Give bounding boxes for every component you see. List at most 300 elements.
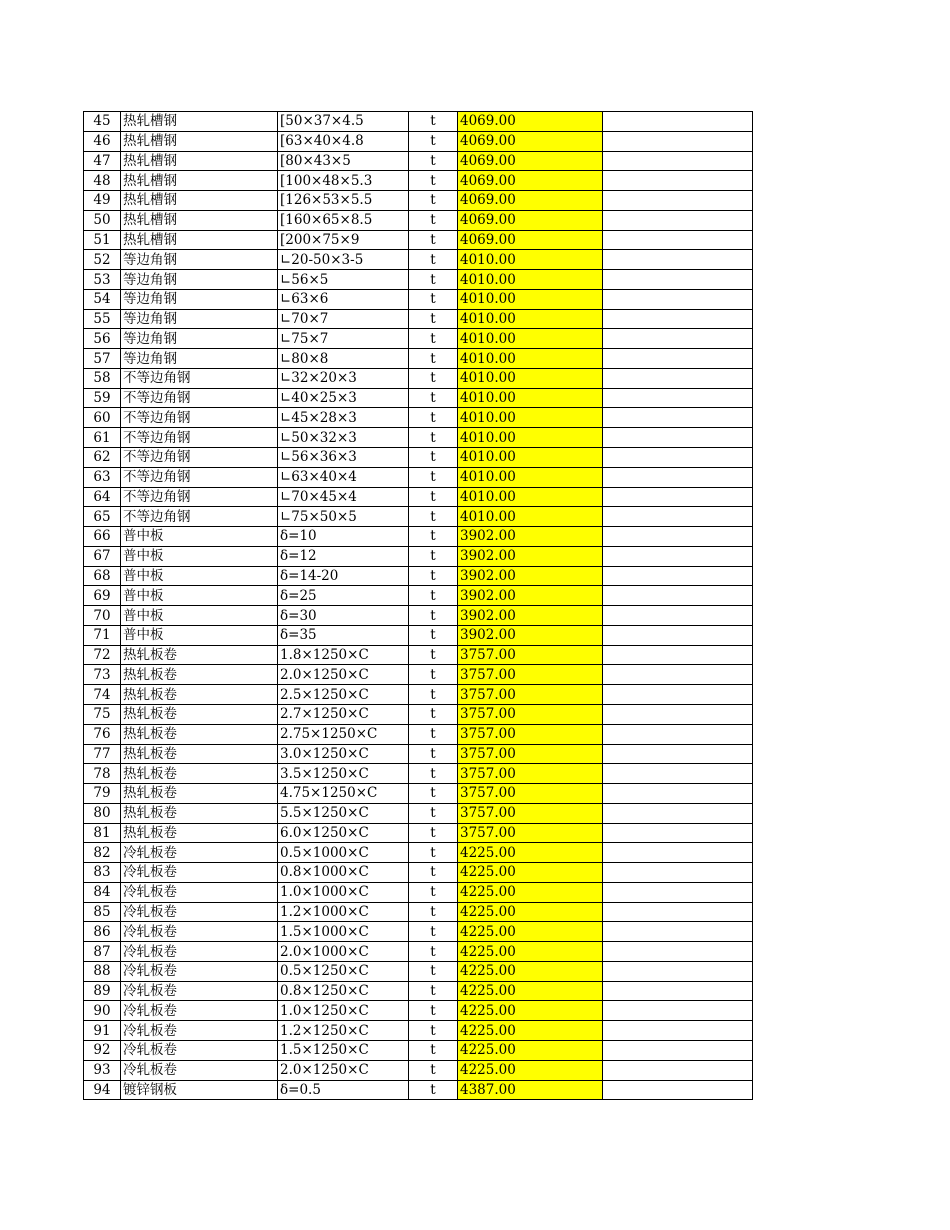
row-number-cell[interactable]: 86 xyxy=(84,922,121,942)
price-cell[interactable]: 4225.00 xyxy=(458,902,603,922)
row-number-cell[interactable]: 54 xyxy=(84,289,121,309)
material-name-cell[interactable]: 不等边角钢 xyxy=(121,428,278,448)
unit-cell[interactable]: t xyxy=(409,685,458,705)
material-name-cell[interactable]: 热轧板卷 xyxy=(121,685,278,705)
spec-cell[interactable]: 1.8×1250×C xyxy=(278,645,409,665)
row-number-cell[interactable]: 56 xyxy=(84,329,121,349)
spec-cell[interactable]: δ=35 xyxy=(278,625,409,645)
unit-cell[interactable]: t xyxy=(409,250,458,270)
price-cell[interactable]: 4225.00 xyxy=(458,942,603,962)
note-cell[interactable] xyxy=(603,448,753,468)
material-name-cell[interactable]: 不等边角钢 xyxy=(121,448,278,468)
note-cell[interactable] xyxy=(603,566,753,586)
note-cell[interactable] xyxy=(603,784,753,804)
material-name-cell[interactable]: 不等边角钢 xyxy=(121,467,278,487)
spec-cell[interactable]: 6.0×1250×C xyxy=(278,823,409,843)
price-cell[interactable]: 4069.00 xyxy=(458,171,603,191)
spec-cell[interactable]: 1.0×1000×C xyxy=(278,882,409,902)
material-name-cell[interactable]: 热轧槽钢 xyxy=(121,151,278,171)
material-name-cell[interactable]: 冷轧板卷 xyxy=(121,942,278,962)
material-name-cell[interactable]: 等边角钢 xyxy=(121,250,278,270)
price-cell[interactable]: 4010.00 xyxy=(458,309,603,329)
material-name-cell[interactable]: 热轧槽钢 xyxy=(121,131,278,151)
unit-cell[interactable]: t xyxy=(409,566,458,586)
row-number-cell[interactable]: 76 xyxy=(84,724,121,744)
spec-cell[interactable]: 2.0×1000×C xyxy=(278,942,409,962)
spec-cell[interactable]: 2.75×1250×C xyxy=(278,724,409,744)
note-cell[interactable] xyxy=(603,309,753,329)
material-name-cell[interactable]: 不等边角钢 xyxy=(121,388,278,408)
spec-cell[interactable]: 2.0×1250×C xyxy=(278,665,409,685)
price-cell[interactable]: 3757.00 xyxy=(458,685,603,705)
unit-cell[interactable]: t xyxy=(409,1040,458,1060)
note-cell[interactable] xyxy=(603,507,753,527)
note-cell[interactable] xyxy=(603,665,753,685)
note-cell[interactable] xyxy=(603,586,753,606)
material-name-cell[interactable]: 普中板 xyxy=(121,606,278,626)
price-cell[interactable]: 3757.00 xyxy=(458,803,603,823)
row-number-cell[interactable]: 66 xyxy=(84,527,121,547)
price-cell[interactable]: 4387.00 xyxy=(458,1080,603,1100)
price-cell[interactable]: 3757.00 xyxy=(458,724,603,744)
note-cell[interactable] xyxy=(603,289,753,309)
spec-cell[interactable]: [50×37×4.5 xyxy=(278,112,409,132)
spec-cell[interactable]: 1.2×1000×C xyxy=(278,902,409,922)
price-cell[interactable]: 4010.00 xyxy=(458,388,603,408)
note-cell[interactable] xyxy=(603,250,753,270)
material-name-cell[interactable]: 不等边角钢 xyxy=(121,368,278,388)
row-number-cell[interactable]: 74 xyxy=(84,685,121,705)
material-name-cell[interactable]: 热轧板卷 xyxy=(121,704,278,724)
row-number-cell[interactable]: 46 xyxy=(84,131,121,151)
unit-cell[interactable]: t xyxy=(409,270,458,290)
spec-cell[interactable]: 1.5×1000×C xyxy=(278,922,409,942)
spec-cell[interactable]: ∟20-50×3-5 xyxy=(278,250,409,270)
price-cell[interactable]: 3757.00 xyxy=(458,764,603,784)
price-cell[interactable]: 4010.00 xyxy=(458,250,603,270)
note-cell[interactable] xyxy=(603,704,753,724)
price-cell[interactable]: 3902.00 xyxy=(458,625,603,645)
unit-cell[interactable]: t xyxy=(409,843,458,863)
note-cell[interactable] xyxy=(603,1021,753,1041)
spec-cell[interactable]: 0.5×1000×C xyxy=(278,843,409,863)
row-number-cell[interactable]: 94 xyxy=(84,1080,121,1100)
material-name-cell[interactable]: 等边角钢 xyxy=(121,329,278,349)
material-name-cell[interactable]: 不等边角钢 xyxy=(121,487,278,507)
row-number-cell[interactable]: 65 xyxy=(84,507,121,527)
note-cell[interactable] xyxy=(603,724,753,744)
price-cell[interactable]: 4069.00 xyxy=(458,151,603,171)
unit-cell[interactable]: t xyxy=(409,487,458,507)
material-name-cell[interactable]: 普中板 xyxy=(121,566,278,586)
spec-cell[interactable]: ∟63×6 xyxy=(278,289,409,309)
spec-cell[interactable]: δ=0.5 xyxy=(278,1080,409,1100)
spec-cell[interactable]: 3.0×1250×C xyxy=(278,744,409,764)
unit-cell[interactable]: t xyxy=(409,606,458,626)
row-number-cell[interactable]: 69 xyxy=(84,586,121,606)
row-number-cell[interactable]: 52 xyxy=(84,250,121,270)
unit-cell[interactable]: t xyxy=(409,586,458,606)
note-cell[interactable] xyxy=(603,882,753,902)
spec-cell[interactable]: δ=14-20 xyxy=(278,566,409,586)
note-cell[interactable] xyxy=(603,823,753,843)
note-cell[interactable] xyxy=(603,270,753,290)
unit-cell[interactable]: t xyxy=(409,408,458,428)
note-cell[interactable] xyxy=(603,942,753,962)
price-cell[interactable]: 4010.00 xyxy=(458,329,603,349)
note-cell[interactable] xyxy=(603,131,753,151)
unit-cell[interactable]: t xyxy=(409,823,458,843)
spec-cell[interactable]: 4.75×1250×C xyxy=(278,784,409,804)
note-cell[interactable] xyxy=(603,1060,753,1080)
row-number-cell[interactable]: 90 xyxy=(84,1001,121,1021)
material-name-cell[interactable]: 冷轧板卷 xyxy=(121,1001,278,1021)
price-cell[interactable]: 4010.00 xyxy=(458,467,603,487)
row-number-cell[interactable]: 58 xyxy=(84,368,121,388)
material-name-cell[interactable]: 等边角钢 xyxy=(121,289,278,309)
spec-cell[interactable]: [80×43×5 xyxy=(278,151,409,171)
spec-cell[interactable]: ∟50×32×3 xyxy=(278,428,409,448)
price-cell[interactable]: 4225.00 xyxy=(458,922,603,942)
material-name-cell[interactable]: 冷轧板卷 xyxy=(121,902,278,922)
unit-cell[interactable]: t xyxy=(409,645,458,665)
price-cell[interactable]: 3757.00 xyxy=(458,645,603,665)
material-name-cell[interactable]: 冷轧板卷 xyxy=(121,1021,278,1041)
note-cell[interactable] xyxy=(603,527,753,547)
spec-cell[interactable]: 0.8×1000×C xyxy=(278,863,409,883)
price-cell[interactable]: 4010.00 xyxy=(458,428,603,448)
spec-cell[interactable]: ∟56×5 xyxy=(278,270,409,290)
note-cell[interactable] xyxy=(603,191,753,211)
price-cell[interactable]: 3757.00 xyxy=(458,704,603,724)
row-number-cell[interactable]: 88 xyxy=(84,961,121,981)
unit-cell[interactable]: t xyxy=(409,665,458,685)
spec-cell[interactable]: [200×75×9 xyxy=(278,230,409,250)
unit-cell[interactable]: t xyxy=(409,230,458,250)
spec-cell[interactable]: [100×48×5.3 xyxy=(278,171,409,191)
price-cell[interactable]: 3757.00 xyxy=(458,744,603,764)
row-number-cell[interactable]: 87 xyxy=(84,942,121,962)
price-cell[interactable]: 4225.00 xyxy=(458,1060,603,1080)
row-number-cell[interactable]: 79 xyxy=(84,784,121,804)
note-cell[interactable] xyxy=(603,1001,753,1021)
unit-cell[interactable]: t xyxy=(409,546,458,566)
row-number-cell[interactable]: 50 xyxy=(84,210,121,230)
unit-cell[interactable]: t xyxy=(409,724,458,744)
price-cell[interactable]: 4225.00 xyxy=(458,1040,603,1060)
unit-cell[interactable]: t xyxy=(409,922,458,942)
price-cell[interactable]: 4225.00 xyxy=(458,1001,603,1021)
material-name-cell[interactable]: 镀锌钢板 xyxy=(121,1080,278,1100)
note-cell[interactable] xyxy=(603,863,753,883)
material-name-cell[interactable]: 热轧槽钢 xyxy=(121,210,278,230)
row-number-cell[interactable]: 81 xyxy=(84,823,121,843)
material-name-cell[interactable]: 热轧板卷 xyxy=(121,823,278,843)
unit-cell[interactable]: t xyxy=(409,784,458,804)
note-cell[interactable] xyxy=(603,467,753,487)
note-cell[interactable] xyxy=(603,764,753,784)
spec-cell[interactable]: 1.0×1250×C xyxy=(278,1001,409,1021)
unit-cell[interactable]: t xyxy=(409,131,458,151)
note-cell[interactable] xyxy=(603,922,753,942)
note-cell[interactable] xyxy=(603,1080,753,1100)
unit-cell[interactable]: t xyxy=(409,1001,458,1021)
material-name-cell[interactable]: 热轧板卷 xyxy=(121,784,278,804)
material-name-cell[interactable]: 热轧板卷 xyxy=(121,744,278,764)
unit-cell[interactable]: t xyxy=(409,744,458,764)
row-number-cell[interactable]: 67 xyxy=(84,546,121,566)
note-cell[interactable] xyxy=(603,961,753,981)
row-number-cell[interactable]: 91 xyxy=(84,1021,121,1041)
row-number-cell[interactable]: 59 xyxy=(84,388,121,408)
material-name-cell[interactable]: 普中板 xyxy=(121,586,278,606)
material-name-cell[interactable]: 热轧板卷 xyxy=(121,764,278,784)
price-cell[interactable]: 4069.00 xyxy=(458,191,603,211)
row-number-cell[interactable]: 84 xyxy=(84,882,121,902)
spec-cell[interactable]: ∟75×50×5 xyxy=(278,507,409,527)
unit-cell[interactable]: t xyxy=(409,428,458,448)
row-number-cell[interactable]: 55 xyxy=(84,309,121,329)
price-cell[interactable]: 4010.00 xyxy=(458,448,603,468)
row-number-cell[interactable]: 53 xyxy=(84,270,121,290)
material-name-cell[interactable]: 热轧槽钢 xyxy=(121,171,278,191)
note-cell[interactable] xyxy=(603,408,753,428)
note-cell[interactable] xyxy=(603,685,753,705)
material-name-cell[interactable]: 冷轧板卷 xyxy=(121,981,278,1001)
spec-cell[interactable]: 2.7×1250×C xyxy=(278,704,409,724)
row-number-cell[interactable]: 64 xyxy=(84,487,121,507)
price-cell[interactable]: 4010.00 xyxy=(458,368,603,388)
row-number-cell[interactable]: 63 xyxy=(84,467,121,487)
note-cell[interactable] xyxy=(603,1040,753,1060)
material-name-cell[interactable]: 普中板 xyxy=(121,625,278,645)
row-number-cell[interactable]: 71 xyxy=(84,625,121,645)
unit-cell[interactable]: t xyxy=(409,112,458,132)
unit-cell[interactable]: t xyxy=(409,210,458,230)
note-cell[interactable] xyxy=(603,368,753,388)
row-number-cell[interactable]: 57 xyxy=(84,349,121,369)
spec-cell[interactable]: 2.5×1250×C xyxy=(278,685,409,705)
price-cell[interactable]: 4225.00 xyxy=(458,1021,603,1041)
price-cell[interactable]: 4010.00 xyxy=(458,289,603,309)
unit-cell[interactable]: t xyxy=(409,368,458,388)
note-cell[interactable] xyxy=(603,803,753,823)
price-cell[interactable]: 4225.00 xyxy=(458,863,603,883)
material-name-cell[interactable]: 热轧板卷 xyxy=(121,724,278,744)
material-name-cell[interactable]: 等边角钢 xyxy=(121,270,278,290)
spec-cell[interactable]: ∟56×36×3 xyxy=(278,448,409,468)
material-name-cell[interactable]: 冷轧板卷 xyxy=(121,882,278,902)
spec-cell[interactable]: 0.5×1250×C xyxy=(278,961,409,981)
material-name-cell[interactable]: 热轧槽钢 xyxy=(121,191,278,211)
unit-cell[interactable]: t xyxy=(409,882,458,902)
material-name-cell[interactable]: 热轧板卷 xyxy=(121,803,278,823)
unit-cell[interactable]: t xyxy=(409,803,458,823)
unit-cell[interactable]: t xyxy=(409,309,458,329)
row-number-cell[interactable]: 82 xyxy=(84,843,121,863)
row-number-cell[interactable]: 78 xyxy=(84,764,121,784)
note-cell[interactable] xyxy=(603,902,753,922)
unit-cell[interactable]: t xyxy=(409,764,458,784)
spec-cell[interactable]: ∟32×20×3 xyxy=(278,368,409,388)
spec-cell[interactable]: 3.5×1250×C xyxy=(278,764,409,784)
unit-cell[interactable]: t xyxy=(409,527,458,547)
material-name-cell[interactable]: 普中板 xyxy=(121,527,278,547)
unit-cell[interactable]: t xyxy=(409,961,458,981)
spec-cell[interactable]: δ=12 xyxy=(278,546,409,566)
spec-cell[interactable]: δ=25 xyxy=(278,586,409,606)
spec-cell[interactable]: ∟63×40×4 xyxy=(278,467,409,487)
spec-cell[interactable]: 5.5×1250×C xyxy=(278,803,409,823)
price-cell[interactable]: 3902.00 xyxy=(458,527,603,547)
row-number-cell[interactable]: 72 xyxy=(84,645,121,665)
material-name-cell[interactable]: 冷轧板卷 xyxy=(121,843,278,863)
unit-cell[interactable]: t xyxy=(409,981,458,1001)
note-cell[interactable] xyxy=(603,645,753,665)
material-name-cell[interactable]: 冷轧板卷 xyxy=(121,1060,278,1080)
spec-cell[interactable]: δ=30 xyxy=(278,606,409,626)
price-cell[interactable]: 4225.00 xyxy=(458,961,603,981)
material-name-cell[interactable]: 不等边角钢 xyxy=(121,507,278,527)
price-cell[interactable]: 4010.00 xyxy=(458,507,603,527)
note-cell[interactable] xyxy=(603,388,753,408)
row-number-cell[interactable]: 83 xyxy=(84,863,121,883)
row-number-cell[interactable]: 73 xyxy=(84,665,121,685)
price-cell[interactable]: 3757.00 xyxy=(458,665,603,685)
price-cell[interactable]: 4225.00 xyxy=(458,882,603,902)
unit-cell[interactable]: t xyxy=(409,902,458,922)
spec-cell[interactable]: ∟80×8 xyxy=(278,349,409,369)
price-cell[interactable]: 3902.00 xyxy=(458,546,603,566)
note-cell[interactable] xyxy=(603,606,753,626)
spec-cell[interactable]: [160×65×8.5 xyxy=(278,210,409,230)
price-cell[interactable]: 4010.00 xyxy=(458,349,603,369)
row-number-cell[interactable]: 47 xyxy=(84,151,121,171)
unit-cell[interactable]: t xyxy=(409,625,458,645)
unit-cell[interactable]: t xyxy=(409,448,458,468)
material-name-cell[interactable]: 热轧槽钢 xyxy=(121,230,278,250)
unit-cell[interactable]: t xyxy=(409,467,458,487)
material-name-cell[interactable]: 冷轧板卷 xyxy=(121,1040,278,1060)
row-number-cell[interactable]: 80 xyxy=(84,803,121,823)
unit-cell[interactable]: t xyxy=(409,704,458,724)
row-number-cell[interactable]: 77 xyxy=(84,744,121,764)
price-cell[interactable]: 4010.00 xyxy=(458,487,603,507)
note-cell[interactable] xyxy=(603,744,753,764)
note-cell[interactable] xyxy=(603,210,753,230)
row-number-cell[interactable]: 92 xyxy=(84,1040,121,1060)
unit-cell[interactable]: t xyxy=(409,1080,458,1100)
spec-cell[interactable]: [63×40×4.8 xyxy=(278,131,409,151)
price-cell[interactable]: 3902.00 xyxy=(458,586,603,606)
unit-cell[interactable]: t xyxy=(409,191,458,211)
row-number-cell[interactable]: 49 xyxy=(84,191,121,211)
unit-cell[interactable]: t xyxy=(409,151,458,171)
price-cell[interactable]: 4069.00 xyxy=(458,230,603,250)
row-number-cell[interactable]: 93 xyxy=(84,1060,121,1080)
spec-cell[interactable]: ∟70×7 xyxy=(278,309,409,329)
unit-cell[interactable]: t xyxy=(409,171,458,191)
row-number-cell[interactable]: 70 xyxy=(84,606,121,626)
price-cell[interactable]: 4010.00 xyxy=(458,270,603,290)
unit-cell[interactable]: t xyxy=(409,942,458,962)
spec-cell[interactable]: ∟70×45×4 xyxy=(278,487,409,507)
material-name-cell[interactable]: 等边角钢 xyxy=(121,309,278,329)
note-cell[interactable] xyxy=(603,171,753,191)
price-cell[interactable]: 3902.00 xyxy=(458,566,603,586)
row-number-cell[interactable]: 61 xyxy=(84,428,121,448)
material-name-cell[interactable]: 等边角钢 xyxy=(121,349,278,369)
unit-cell[interactable]: t xyxy=(409,388,458,408)
price-cell[interactable]: 3902.00 xyxy=(458,606,603,626)
row-number-cell[interactable]: 51 xyxy=(84,230,121,250)
note-cell[interactable] xyxy=(603,151,753,171)
row-number-cell[interactable]: 62 xyxy=(84,448,121,468)
note-cell[interactable] xyxy=(603,112,753,132)
spec-cell[interactable]: 1.5×1250×C xyxy=(278,1040,409,1060)
note-cell[interactable] xyxy=(603,428,753,448)
price-cell[interactable]: 4069.00 xyxy=(458,210,603,230)
unit-cell[interactable]: t xyxy=(409,329,458,349)
spec-cell[interactable]: δ=10 xyxy=(278,527,409,547)
note-cell[interactable] xyxy=(603,349,753,369)
note-cell[interactable] xyxy=(603,981,753,1001)
price-cell[interactable]: 4069.00 xyxy=(458,112,603,132)
spec-cell[interactable]: ∟40×25×3 xyxy=(278,388,409,408)
unit-cell[interactable]: t xyxy=(409,1060,458,1080)
unit-cell[interactable]: t xyxy=(409,507,458,527)
row-number-cell[interactable]: 75 xyxy=(84,704,121,724)
unit-cell[interactable]: t xyxy=(409,349,458,369)
price-cell[interactable]: 4225.00 xyxy=(458,843,603,863)
row-number-cell[interactable]: 85 xyxy=(84,902,121,922)
note-cell[interactable] xyxy=(603,546,753,566)
row-number-cell[interactable]: 48 xyxy=(84,171,121,191)
price-cell[interactable]: 4225.00 xyxy=(458,981,603,1001)
material-name-cell[interactable]: 不等边角钢 xyxy=(121,408,278,428)
spec-cell[interactable]: [126×53×5.5 xyxy=(278,191,409,211)
spec-cell[interactable]: ∟45×28×3 xyxy=(278,408,409,428)
spec-cell[interactable]: 2.0×1250×C xyxy=(278,1060,409,1080)
note-cell[interactable] xyxy=(603,487,753,507)
row-number-cell[interactable]: 89 xyxy=(84,981,121,1001)
price-cell[interactable]: 3757.00 xyxy=(458,784,603,804)
row-number-cell[interactable]: 68 xyxy=(84,566,121,586)
spec-cell[interactable]: 0.8×1250×C xyxy=(278,981,409,1001)
row-number-cell[interactable]: 45 xyxy=(84,112,121,132)
material-name-cell[interactable]: 冷轧板卷 xyxy=(121,922,278,942)
price-cell[interactable]: 4010.00 xyxy=(458,408,603,428)
material-name-cell[interactable]: 热轧板卷 xyxy=(121,665,278,685)
unit-cell[interactable]: t xyxy=(409,863,458,883)
spec-cell[interactable]: 1.2×1250×C xyxy=(278,1021,409,1041)
material-name-cell[interactable]: 冷轧板卷 xyxy=(121,863,278,883)
price-cell[interactable]: 3757.00 xyxy=(458,823,603,843)
note-cell[interactable] xyxy=(603,625,753,645)
material-name-cell[interactable]: 热轧板卷 xyxy=(121,645,278,665)
unit-cell[interactable]: t xyxy=(409,1021,458,1041)
note-cell[interactable] xyxy=(603,329,753,349)
material-name-cell[interactable]: 冷轧板卷 xyxy=(121,961,278,981)
row-number-cell[interactable]: 60 xyxy=(84,408,121,428)
note-cell[interactable] xyxy=(603,843,753,863)
note-cell[interactable] xyxy=(603,230,753,250)
spec-cell[interactable]: ∟75×7 xyxy=(278,329,409,349)
material-name-cell[interactable]: 普中板 xyxy=(121,546,278,566)
unit-cell[interactable]: t xyxy=(409,289,458,309)
material-name-cell[interactable]: 热轧槽钢 xyxy=(121,112,278,132)
price-cell[interactable]: 4069.00 xyxy=(458,131,603,151)
